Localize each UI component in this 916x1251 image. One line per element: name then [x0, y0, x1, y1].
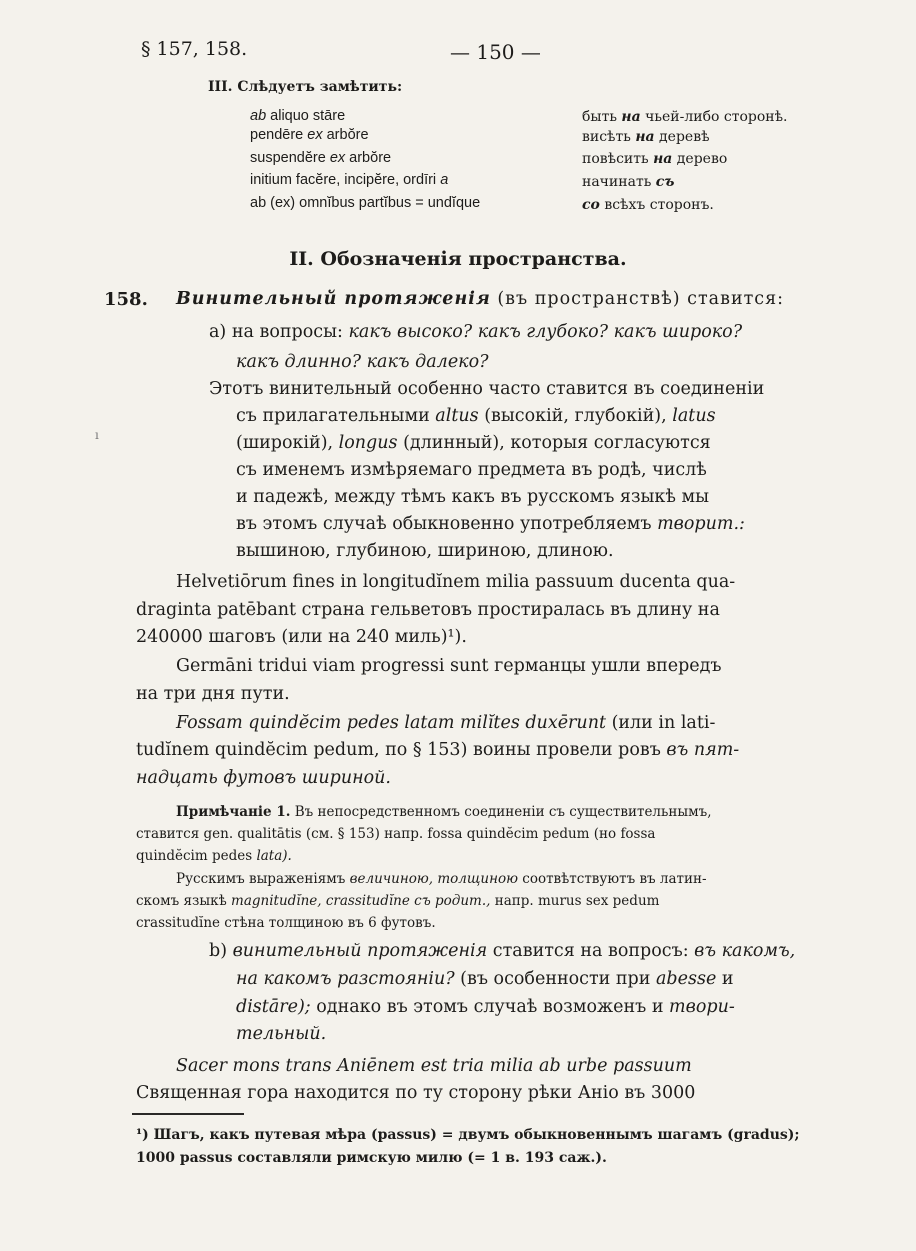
- note-line: Примѣчаніе 1. Въ непосредственномъ соединеніи съ существительнымъ,: [176, 804, 712, 820]
- example-line: Fossam quindĕcim pedes latam milĭtes duxērunt (или in lati-: [176, 713, 716, 733]
- text-line: и падежѣ, между тѣмъ какъ въ русскомъ языкѣ мы: [236, 487, 710, 507]
- question-line: a) на вопросы: какъ высоко? какъ глубоко? какъ широко?: [209, 322, 743, 342]
- example-russian: повѣсить на дерево: [582, 151, 728, 167]
- text-line: съ именемъ измѣряемаго предмета въ родѣ, числѣ: [236, 460, 707, 480]
- example-latin: ab (ex) omnĭbus partĭbus = undĭque: [250, 195, 481, 211]
- text-line: (широкій), longus (длинный), которыя согласуются: [236, 433, 711, 453]
- example-latin: suspendĕre ex arbŏre: [250, 150, 392, 166]
- example-russian: начинать съ: [582, 174, 675, 190]
- note-line: Русскимъ выраженіямъ величиною, толщиною соотвѣтствуютъ въ латин-: [176, 871, 707, 887]
- note-line: ставится gen. qualitātis (см. § 153) напр. fossa quindĕcim pedum (но fossa: [136, 826, 656, 842]
- subsection-iii-title: III. Слѣдуетъ замѣтить:: [208, 79, 403, 95]
- example-line: tudĭnem quindĕcim pedum, по § 153) воины провели ровъ въ пят-: [136, 740, 740, 760]
- footnote-line: ¹) Шагъ, какъ путевая мѣра (passus) = двумъ обыкновеннымъ шагамъ (gradus);: [136, 1127, 800, 1143]
- example-line: draginta patēbant страна гельветовъ простиралась въ длину на: [136, 600, 720, 620]
- section-heading: II. Обозначенія пространства.: [289, 248, 627, 270]
- example-latin: pendēre ex arbŏre: [250, 127, 369, 143]
- footnote-line: 1000 passus составляли римскую милю (= 1 в. 193 саж.).: [136, 1150, 607, 1166]
- example-russian: быть на чьей-либо сторонѣ.: [582, 109, 788, 125]
- note-line: скомъ языкѣ magnitudĭne, crassitudĭne съ родит., напр. murus sex pedum: [136, 893, 660, 909]
- example-line: Sacer mons trans Aniēnem est tria milia ab urbe passuum: [176, 1056, 692, 1076]
- question-line: на какомъ разстояніи? (въ особенности при abesse и: [236, 969, 734, 989]
- question-line: тельный.: [236, 1024, 327, 1044]
- example-latin: initium facĕre, incipĕre, ordīri a: [250, 172, 449, 188]
- example-latin: ab aliquo stāre: [250, 108, 346, 124]
- text-line: вышиною, глубиною, шириною, длиною.: [236, 541, 614, 561]
- example-line: 240000 шаговъ (или на 240 миль)¹).: [136, 627, 467, 647]
- note-line: quindĕcim pedes lata).: [136, 848, 292, 864]
- question-line: distāre); однако въ этомъ случаѣ возможенъ и твори-: [236, 997, 735, 1017]
- section-reference: § 157, 158.: [141, 38, 248, 60]
- text-line: Этотъ винительный особенно часто ставится въ соединеніи: [209, 379, 765, 399]
- note-line: crassitudĭne стѣна толщиною въ 6 футовъ.: [136, 915, 436, 931]
- margin-mark: ı: [95, 428, 99, 442]
- text-line: въ этомъ случаѣ обыкновенно употребляемъ твoрит.:: [236, 514, 745, 534]
- example-line: надцать футовъ шириной.: [136, 768, 391, 788]
- question-line: b) винительный протяженія ставится на вопросъ: въ какомъ,: [209, 941, 796, 961]
- example-line: Germāni tridui viam progressi sunt германцы ушли впередъ: [176, 656, 722, 676]
- rule-line: Винительный протяженія (въ пространствѣ) ставится:: [176, 289, 785, 309]
- example-line: Helvetiōrum fines in longitudĭnem milia passuum ducenta qua-: [176, 572, 736, 592]
- example-line: на три дня пути.: [136, 684, 290, 704]
- example-russian: со всѣхъ сторонъ.: [582, 197, 714, 213]
- page-number: — 150 —: [450, 40, 541, 64]
- question-line: какъ длинно? какъ далеко?: [236, 352, 489, 372]
- example-russian: висѣть на деревѣ: [582, 129, 710, 145]
- footnote-divider: [132, 1113, 244, 1115]
- example-line: Священная гора находится по ту сторону рѣки Аніо въ 3000: [136, 1083, 696, 1103]
- text-line: съ прилагательными altus (высокій, глубокій), latus: [236, 406, 716, 426]
- section-number: 158.: [104, 289, 148, 310]
